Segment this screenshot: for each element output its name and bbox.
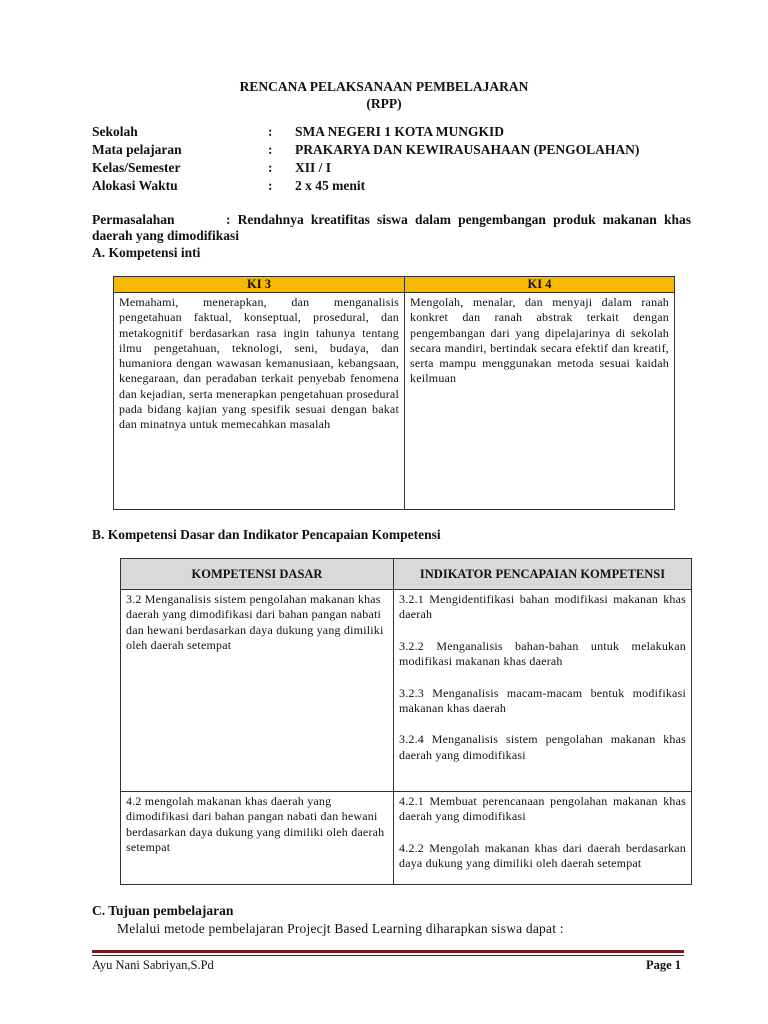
identity-value: 2 x 45 menit <box>295 178 366 193</box>
ki4-header: KI 4 <box>405 277 675 293</box>
indicator-item: 3.2.4 Menganalisis sistem pengolahan makanan khas daerah yang dimodifikasi <box>399 732 686 762</box>
identity-separator: : <box>268 142 273 157</box>
identity-separator: : <box>268 178 273 193</box>
identity-value: SMA NEGERI 1 KOTA MUNGKID <box>295 124 505 139</box>
footer-author: Ayu Nani Sabriyan,S.Pd <box>92 958 214 972</box>
indicator-list <box>394 792 692 885</box>
kd-text: 4.2 mengolah makanan khas daerah yang dimodifikasi dari bahan pangan nabati dan hewani berdasarkan daya dukung yang dimiliki oleh daerah setempat <box>121 792 394 885</box>
problem-label: Permasalahan <box>92 212 175 227</box>
indicator-header: INDIKATOR PENCAPAIAN KOMPETENSI <box>394 559 692 590</box>
kd-header: KOMPETENSI DASAR <box>121 559 394 590</box>
section-c-heading: C. Tujuan pembelajaran <box>92 903 234 918</box>
indicator-list <box>394 590 692 792</box>
kd-table <box>120 558 692 885</box>
identity-separator: : <box>268 160 273 175</box>
document-title: RENCANA PELAKSANAAN PEMBELAJARAN <box>239 79 529 94</box>
section-a-heading: A. Kompetensi inti <box>92 245 201 260</box>
section-b-heading: B. Kompetensi Dasar dan Indikator Pencapaian Kompetensi <box>92 527 441 542</box>
ki3-header: KI 3 <box>114 277 405 293</box>
footer-rule-thin <box>92 955 684 956</box>
identity-table <box>92 123 639 195</box>
kd-row <box>121 590 692 792</box>
kd-text: 3.2 Menganalisis sistem pengolahan makanan khas daerah yang dimodifikasi dari bahan pangan nabati dan hewani berdasarkan daya dukung yang dimiliki oleh daerah setempat <box>121 590 394 792</box>
ki3-text: Memahami, menerapkan, dan menganalisis pengetahuan faktual, konseptual, prosedural, dan metakognitif berdasarkan rasa ingin tahunya tentang ilmu pengetahuan, teknologi, seni, budaya, dan humaniora dengan wawasan kemanusiaan, kebangsaan, kenegaraan, dan peradaban terkait penyebab fenomena dan kejadian, serta menerapkan pengetahuan prosedural pada bidang kajian yang spesifik sesuai dengan bakat dan minatnya untuk memecahkan masalah <box>114 293 405 510</box>
identity-row-class <box>92 159 639 177</box>
kd-row <box>121 792 692 885</box>
problem-statement <box>92 212 691 244</box>
identity-row-school <box>92 123 639 141</box>
indicator-item: 4.2.1 Membuat perencanaan pengolahan makanan khas daerah yang dimodifikasi <box>399 794 686 824</box>
identity-label: Kelas/Semester <box>92 160 181 175</box>
footer-rule <box>92 950 684 953</box>
identity-label: Mata pelajaran <box>92 142 182 157</box>
section-c-intro: Melalui metode pembelajaran Projecjt Based Learning diharapkan siswa dapat : <box>117 921 564 936</box>
footer-page-number: Page 1 <box>645 958 681 972</box>
ki-table <box>113 276 675 510</box>
identity-value: XII / I <box>295 160 332 175</box>
identity-row-subject <box>92 141 639 159</box>
identity-value: PRAKARYA DAN KEWIRAUSAHAAN (PENGOLAHAN) <box>295 142 640 157</box>
identity-separator: : <box>268 124 273 139</box>
document-subtitle: (RPP) <box>366 96 402 111</box>
problem-text: : Rendahnya kreatifitas siswa dalam pengembangan produk makanan khas daerah yang dimodifikasi <box>92 212 691 243</box>
indicator-item: 4.2.2 Mengolah makanan khas dari daerah berdasarkan daya dukung yang dimiliki oleh daerah setempat <box>399 840 686 871</box>
identity-label: Alokasi Waktu <box>92 178 178 193</box>
identity-row-time <box>92 177 639 195</box>
indicator-item: 3.2.2 Menganalisis bahan-bahan untuk melakukan modifikasi makanan khas daerah <box>399 638 686 669</box>
indicator-item: 3.2.1 Mengidentifikasi bahan modifikasi makanan khas daerah <box>399 592 686 622</box>
indicator-item: 3.2.3 Menganalisis macam-macam bentuk modifikasi makanan khas daerah <box>399 685 686 716</box>
ki4-text: Mengolah, menalar, dan menyaji dalam ranah konkret dan ranah abstrak terkait dengan pengembangan dari yang dipelajarinya di sekolah secara mandiri, bertindak secara efektif dan kreatif, serta mampu menggunakan metoda sesuai kaidah keilmuan <box>405 293 675 510</box>
identity-label: Sekolah <box>92 124 138 139</box>
